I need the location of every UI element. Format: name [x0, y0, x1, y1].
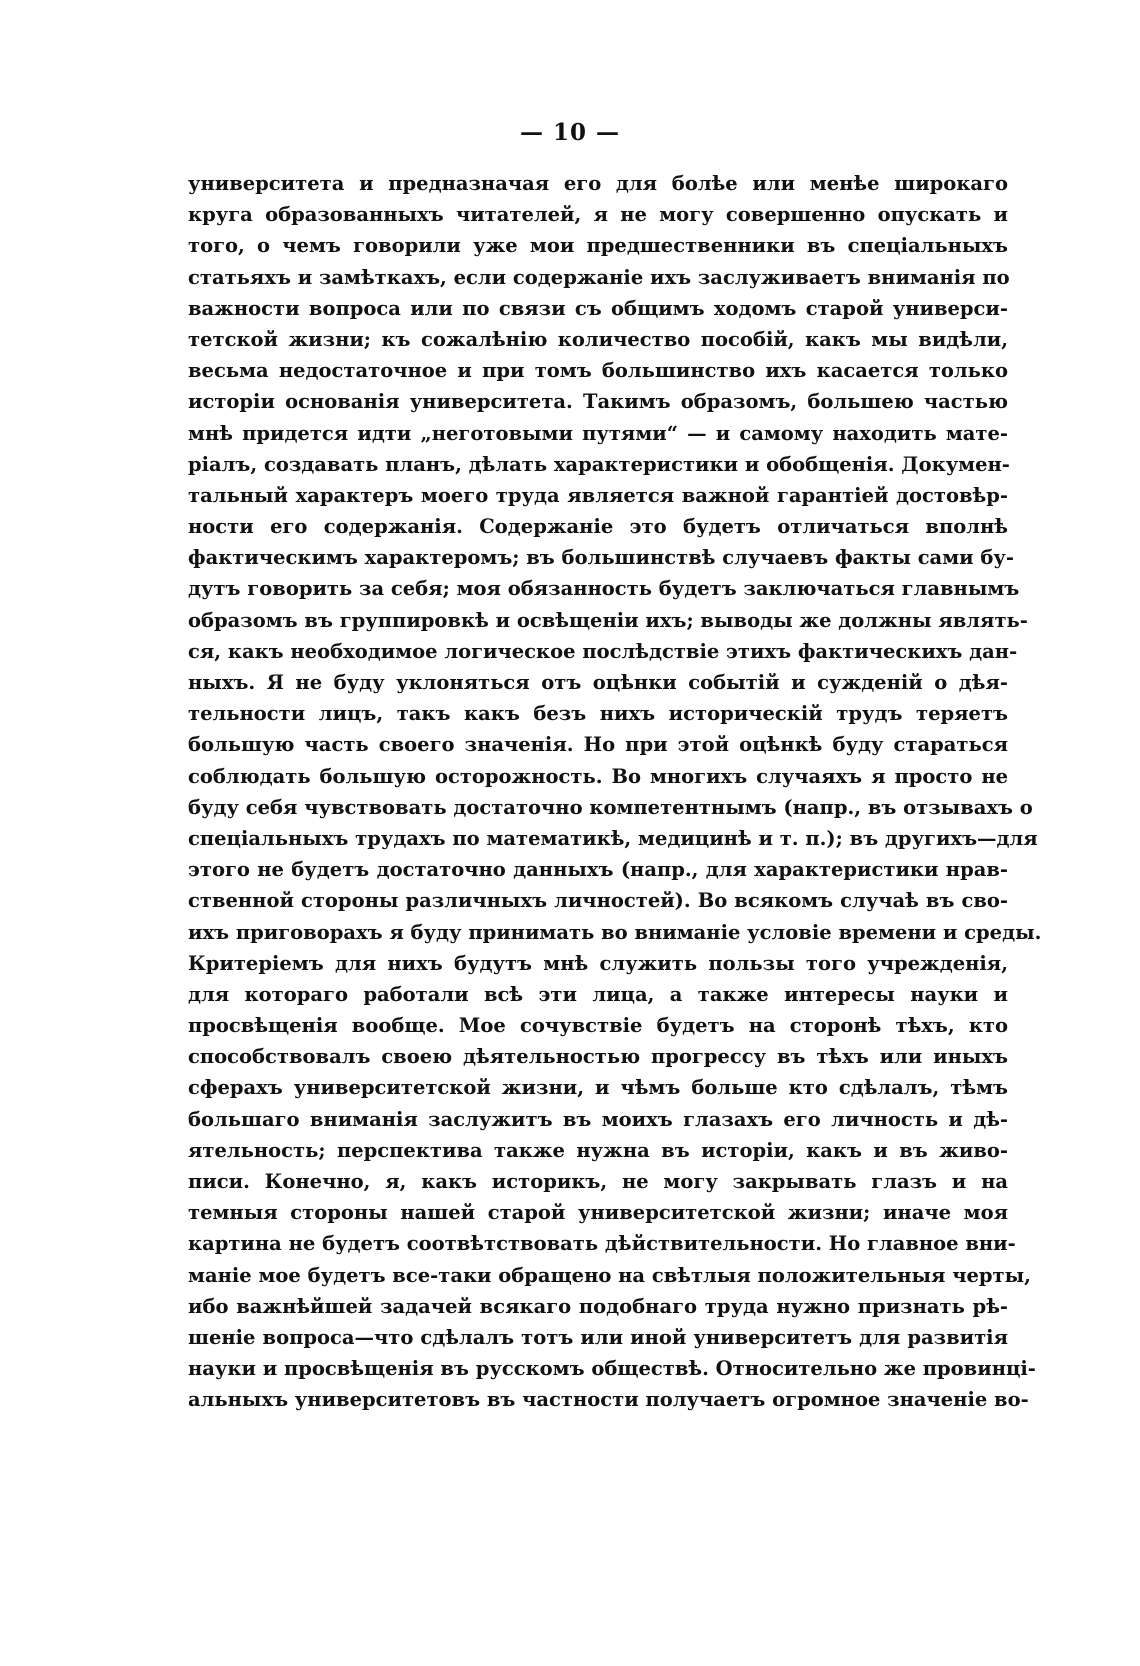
text-line: шеніе вопроса—что сдѣлалъ тотъ или иной университетъ для развитія [188, 1325, 1008, 1349]
text-line: ся, какъ необходимое логическое послѣдствіе этихъ фактическихъ дан- [188, 639, 1018, 663]
text-line: мнѣ придется идти „неготовыми путями“ — и самому находить мате- [188, 421, 1008, 445]
text-line: соблюдать большую осторожность. Во многихъ случаяхъ я просто не [188, 764, 1008, 788]
text-line: образомъ въ группировкѣ и освѣщеніи ихъ; выводы же должны являть- [188, 608, 1028, 632]
text-line: альныхъ университетовъ въ частности получаетъ огромное значеніе во- [188, 1388, 1029, 1412]
text-line: маніе мое будетъ все-таки обращено на свѣтлыя положительныя черты, [188, 1263, 1031, 1287]
page-number: — 10 — [519, 119, 621, 146]
text-line: ибо важнѣйшей задачей всякаго подобнаго труда нужно признать рѣ- [188, 1294, 1008, 1318]
text-line: университета и предназначая его для болѣе или менѣе широкаго [188, 172, 1008, 195]
text-line: круга образованныхъ читателей, я не могу совершенно опускать и [188, 203, 1008, 227]
text-line: того, о чемъ говорили уже мои предшественники въ спеціальныхъ [188, 234, 1008, 258]
text-line: писи. Конечно, я, какъ историкъ, не могу закрывать глазъ и на [188, 1170, 1008, 1193]
text-line: ности его содержанія. Содержаніе это будетъ отличаться вполнѣ [188, 515, 1008, 539]
text-line: просвѣщенія вообще. Мое сочувствіе будетъ на сторонѣ тѣхъ, кто [188, 1014, 1008, 1038]
text-body [188, 168, 1042, 1416]
text-line: спеціальныхъ трудахъ по математикѣ, медицинѣ и т. п.); въ другихъ—для [188, 826, 1038, 850]
text-line: исторіи основанія университета. Такимъ образомъ, большею частью [188, 390, 1008, 414]
text-line: сферахъ университетской жизни, и чѣмъ больше кто сдѣлалъ, тѣмъ [188, 1076, 1008, 1100]
text-line: ятельность; перспектива также нужна въ исторіи, какъ и въ живо- [188, 1138, 1008, 1162]
text-line: Критеріемъ для нихъ будутъ мнѣ служить пользы того учрежденія, [188, 951, 1008, 975]
text-line: большую часть своего значенія. Но при этой оцѣнкѣ буду стараться [188, 733, 1008, 757]
text-line: картина не будетъ соотвѣтствовать дѣйствительности. Но главное вни- [188, 1232, 1016, 1256]
text-line: тетской жизни; къ сожалѣнію количество пособій, какъ мы видѣли, [188, 327, 1008, 351]
text-line: статьяхъ и замѣткахъ, если содержаніе ихъ заслуживаетъ вниманія по [188, 265, 1010, 289]
text-line: ихъ приговорахъ я буду принимать во вниманіе условіе времени и среды. [188, 920, 1042, 944]
text-line: способствовалъ своею дѣятельностью прогрессу въ тѣхъ или иныхъ [188, 1045, 1008, 1069]
text-line: ныхъ. Я не буду уклоняться отъ оцѣнки событій и сужденій о дѣя- [188, 671, 1008, 694]
text-line: важности вопроса или по связи съ общимъ ходомъ старой универси- [188, 296, 1008, 320]
text-line: ріалъ, создавать планъ, дѣлать характеристики и обобщенія. Докумен- [188, 452, 1010, 476]
text-line: фактическимъ характеромъ; въ большинствѣ случаевъ факты сами бу- [188, 546, 1014, 570]
text-line: большаго вниманія заслужитъ въ моихъ глазахъ его личность и дѣ- [188, 1107, 1008, 1131]
text-line: дутъ говорить за себя; моя обязанность будетъ заключаться главнымъ [188, 577, 1020, 601]
text-line: тельности лицъ, такъ какъ безъ нихъ историческій трудъ теряетъ [188, 702, 1008, 726]
text-line: весьма недостаточное и при томъ большинство ихъ касается только [188, 359, 1008, 383]
text-line: темныя стороны нашей старой университетской жизни; иначе моя [188, 1201, 1008, 1225]
text-line: для котораго работали всѣ эти лица, а также интересы науки и [188, 982, 1008, 1006]
text-line: этого не будетъ достаточно данныхъ (напр., для характеристики нрав- [188, 858, 1008, 882]
text-line: тальный характеръ моего труда является важной гарантіей достовѣр- [188, 483, 1008, 507]
text-line: науки и просвѣщенія въ русскомъ обществѣ. Относительно же провинці- [188, 1357, 1036, 1381]
text-line: буду себя чувствовать достаточно компетентнымъ (напр., въ отзывахъ о [188, 795, 1033, 819]
text-line: ственной стороны различныхъ личностей). Во всякомъ случаѣ въ сво- [188, 889, 1008, 913]
